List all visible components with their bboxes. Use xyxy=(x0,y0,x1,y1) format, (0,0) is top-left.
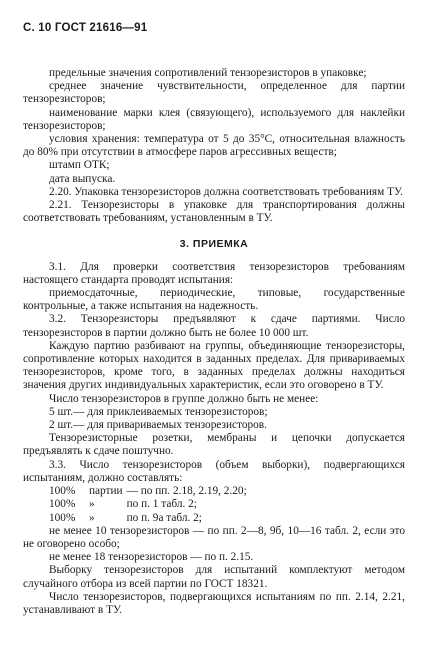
paragraph: 2.21. Тензорезисторы в упаковке для транспортирования должны соответствовать требованиям, установленным в ТУ. xyxy=(23,199,405,225)
paragraph: штамп ОТК; xyxy=(49,159,110,172)
section-title: 3. ПРИЕМКА xyxy=(179,238,249,251)
table-cell-scope: » xyxy=(89,498,95,511)
table-row xyxy=(49,498,251,511)
table-cell-percent: 100% xyxy=(49,498,76,511)
paragraph: не менее 18 тензорезисторов — по п. 2.15. xyxy=(49,551,254,564)
paragraph: предельные значения сопротивлений тензорезисторов в упаковке; xyxy=(49,67,367,79)
paragraph: Каждую партию разбивают на группы, объединяющие тензорезисторы, сопротивление которых находится в заданных пределах. Для приваривaемых тензорезисторов, кроме того, в заданных пределах должны находиться значения других индивидуальных характеристик, если это оговорено в ТУ. xyxy=(23,339,405,392)
paragraph: наименование марки клея (связующего), используемого для наклейки тензорезисторов; xyxy=(23,106,405,132)
paragraph: не менее 10 тензорезисторов — по пп. 2—8, 9б, 10—16 табл. 2, если это не оговорено особо; xyxy=(23,524,405,550)
table-cell-percent: 100% xyxy=(49,511,76,524)
table-cell-reference: по п. 1 табл. 2; xyxy=(126,498,197,511)
paragraph: приемосдаточные, периодические, типовые, государственные контрольные, а также испытания на надежность. xyxy=(23,287,405,313)
paragraph: 3.1. Для проверки соответствия тензорезисторов требованиям настоящего стандарта проводят испытания: xyxy=(23,260,405,286)
paragraph: 5 шт.— для приклеиваемых тензорезисторов; xyxy=(49,405,268,418)
page-header: С. 10 ГОСТ 21616—91 xyxy=(23,22,148,34)
table-row xyxy=(49,512,251,525)
paragraph: дата выпуска. xyxy=(49,172,116,185)
paragraph: 3.3. Число тензорезисторов (объем выборки), подвергающихся испытаниям, должно составлять: xyxy=(23,458,405,484)
table-cell-reference: — по пп. 2.18, 2.19, 2.20; xyxy=(126,485,247,498)
paragraph: 2.20. Упаковка тензорезисторов должна соответствовать требованиям ТУ. xyxy=(49,185,403,198)
page-body xyxy=(23,67,405,617)
sample-size-table xyxy=(49,485,251,525)
table-cell-scope: » xyxy=(89,511,95,524)
paragraph: Число тензорезисторов, подвергающихся испытаниям по пп. 2.14, 2.21, устанавливают в ТУ. xyxy=(23,590,405,616)
paragraph: условия хранения: температура от 5 до 35°С, относительная влажность до 80% при отсутствии в атмосфере паров агрессивных веществ; xyxy=(23,133,405,159)
table-cell-percent: 100% xyxy=(49,485,76,498)
paragraph: Тензорезисторные розетки, мембраны и цепочки допускается предъявлять к сдаче поштучно. xyxy=(23,432,405,458)
table-cell-reference: по п. 9а табл. 2; xyxy=(126,511,202,524)
paragraph: Число тензорезисторов в группе должно быть не менее: xyxy=(49,392,319,405)
table-row xyxy=(49,485,251,498)
paragraph: Выборку тензорезисторов для испытаний комплектуют методом случайного отбора из всей партии по ГОСТ 18321. xyxy=(23,564,405,590)
paragraph: 2 шт.— для привариваемых тензорезисторов. xyxy=(49,419,267,432)
table-cell-scope: партии xyxy=(89,485,123,498)
paragraph: среднее значение чувствительности, определенное для партии тензорезисторов; xyxy=(23,80,405,106)
paragraph: 3.2. Тензорезисторы предъявляют к сдаче партиями. Число тензорезисторов в партии должно быть не более 10 000 шт. xyxy=(23,313,405,339)
